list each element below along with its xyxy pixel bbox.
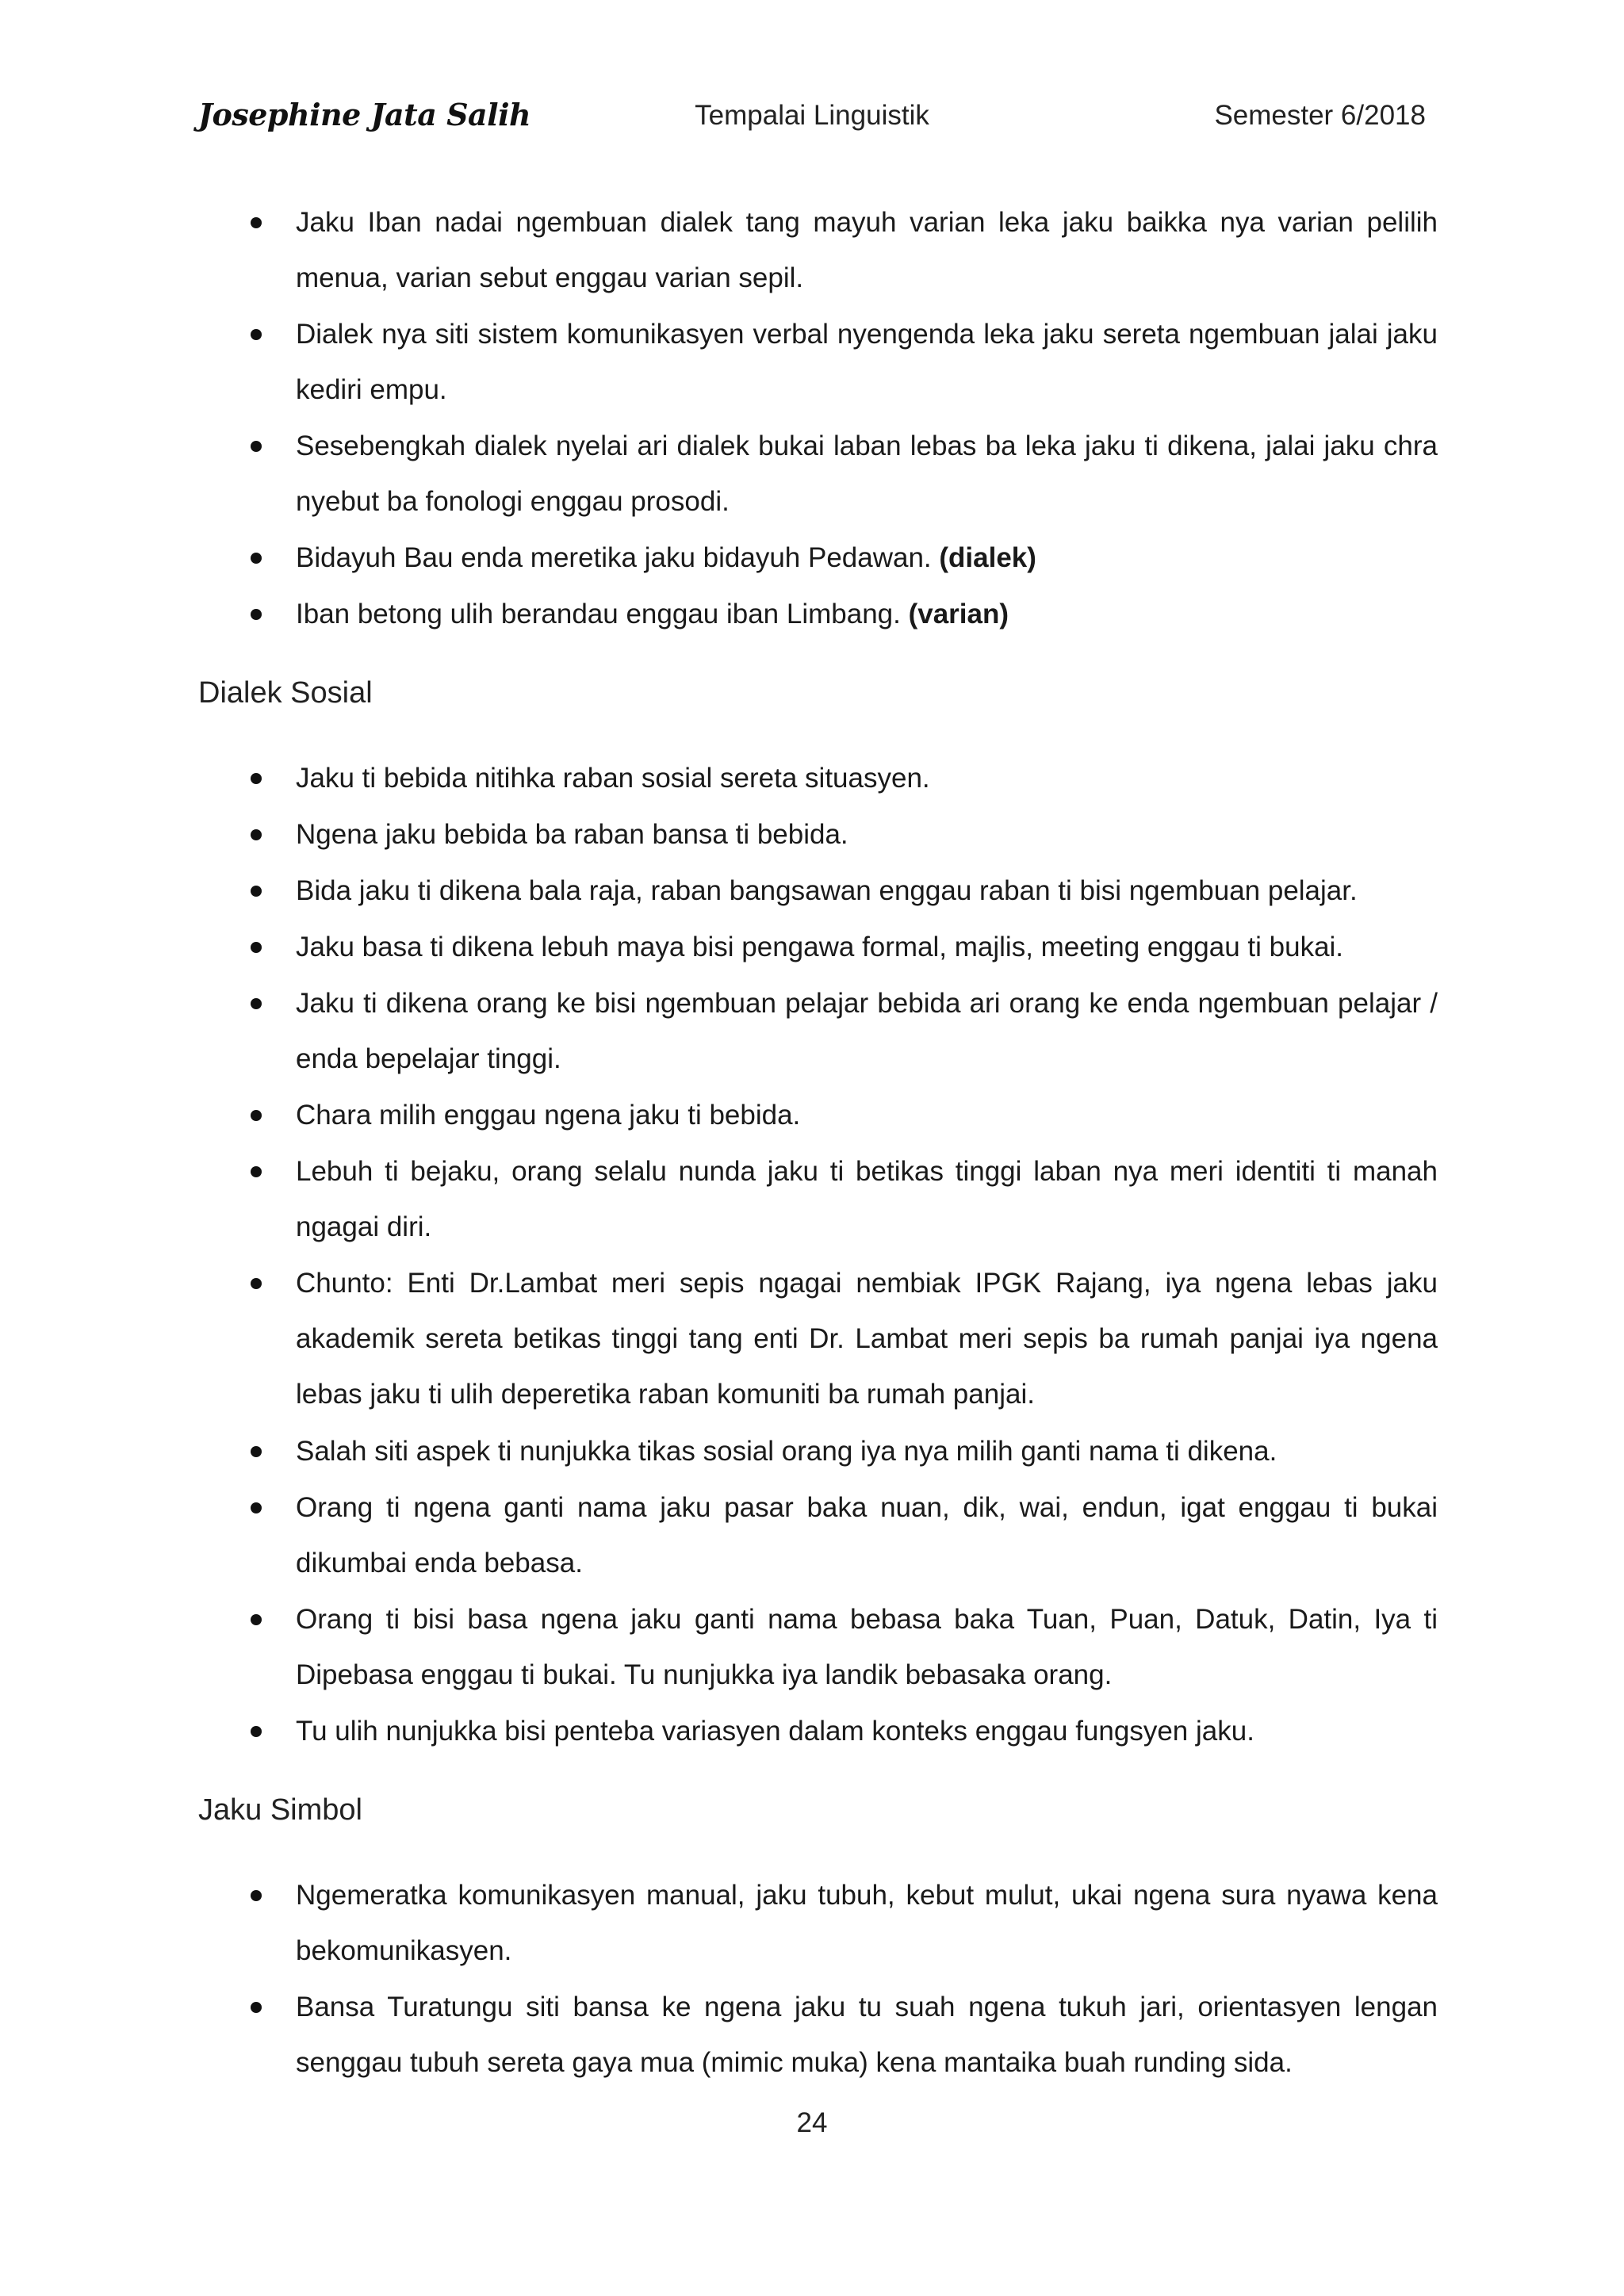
list-item-text: Salah siti aspek ti nunjukka tikas sosial orang iya nya milih ganti nama ti dikena. bbox=[296, 1436, 1277, 1467]
list-item-text: Jaku Iban nadai ngembuan dialek tang mayuh varian leka jaku baikka nya varian pelilih menua, varian sebut enggau varian sepil. bbox=[296, 207, 1438, 293]
list-item-text: Jaku ti dikena orang ke bisi ngembuan pelajar bebida ari orang ke enda ngembuan pelajar / enda bepelajar tinggi. bbox=[296, 988, 1438, 1074]
bullet-icon bbox=[251, 773, 262, 784]
list-item-text: Jaku ti bebida nitihka raban sosial sereta situasyen. bbox=[296, 763, 930, 794]
list-item-text: Dialek nya siti sistem komunikasyen verbal nyengenda leka jaku sereta ngembuan jalai jaku kediri empu. bbox=[296, 319, 1438, 405]
header-semester: Semester 6/2018 bbox=[1214, 100, 1426, 131]
list-item-text: Bidayuh Bau enda meretika jaku bidayuh Pedawan. (dialek) bbox=[296, 542, 1036, 573]
page-number: 24 bbox=[796, 2107, 828, 2138]
bullet-icon bbox=[251, 2002, 262, 2013]
bullet-icon bbox=[251, 1890, 262, 1901]
list-item-text: Jaku basa ti dikena lebuh maya bisi pengawa formal, majlis, meeting enggau ti bukai. bbox=[296, 932, 1344, 962]
list-item-text: Bida jaku ti dikena bala raja, raban bangsawan enggau raban ti bisi ngembuan pelajar. bbox=[296, 875, 1358, 906]
bullet-icon bbox=[251, 1110, 262, 1121]
bullet-icon bbox=[251, 1614, 262, 1625]
list-item-text: Orang ti bisi basa ngena jaku ganti nama bebasa baka Tuan, Puan, Datuk, Datin, Iya ti Dipebasa enggau ti bukai. Tu nunjukka iya landik bebasaka orang. bbox=[296, 1604, 1438, 1690]
bullet-icon bbox=[251, 217, 262, 228]
bullet-icon bbox=[251, 609, 262, 620]
list-item-text: Orang ti ngena ganti nama jaku pasar baka nuan, dik, wai, endun, igat enggau ti bukai dikumbai enda bebasa. bbox=[296, 1492, 1438, 1578]
bullet-icon bbox=[251, 886, 262, 897]
bullet-icon bbox=[251, 829, 262, 840]
list-item-text: Ngena jaku bebida ba raban bansa ti bebida. bbox=[296, 819, 848, 850]
header-title: Tempalai Linguistik bbox=[695, 100, 929, 131]
list-item-text: Chunto: Enti Dr.Lambat meri sepis ngagai nembiak IPGK Rajang, iya ngena lebas jaku akademik sereta betikas tinggi tang enti Dr. Lambat meri sepis ba rumah panjai iya ngena lebas jaku ti ulih deperetika raban komuniti ba rumah panjai. bbox=[296, 1268, 1438, 1410]
bullet-icon bbox=[251, 998, 262, 1009]
list-item-text: Sesebengkah dialek nyelai ari dialek bukai laban lebas ba leka jaku ti dikena, jalai jaku chra nyebut ba fonologi enggau prosodi. bbox=[296, 430, 1438, 517]
label-varian: (varian) bbox=[908, 599, 1009, 629]
bullet-icon bbox=[251, 942, 262, 953]
header-author: Josephine Jata Salih bbox=[198, 97, 531, 132]
page-header bbox=[198, 94, 1426, 141]
label-dialek: (dialek) bbox=[939, 542, 1036, 573]
bullet-icon bbox=[251, 329, 262, 340]
section-heading-jaku-simbol: Jaku Simbol bbox=[198, 1793, 362, 1827]
bullet-icon bbox=[251, 553, 262, 564]
bullet-icon bbox=[251, 441, 262, 452]
list-item-text: Iban betong ulih berandau enggau iban Limbang. (varian) bbox=[296, 599, 1009, 629]
bullet-icon bbox=[251, 1278, 262, 1289]
bullet-icon bbox=[251, 1446, 262, 1457]
list-item-text: Chara milih enggau ngena jaku ti bebida. bbox=[296, 1100, 801, 1131]
bullet-icon bbox=[251, 1502, 262, 1513]
list-item-text: Lebuh ti bejaku, orang selalu nunda jaku ti betikas tinggi laban nya meri identiti ti manah ngagai diri. bbox=[296, 1156, 1438, 1242]
list-item-text: Tu ulih nunjukka bisi penteba variasyen dalam konteks enggau fungsyen jaku. bbox=[296, 1716, 1254, 1747]
bullet-icon bbox=[251, 1166, 262, 1177]
list-item-text: Ngemeratka komunikasyen manual, jaku tubuh, kebut mulut, ukai ngena sura nyawa kena bekomunikasyen. bbox=[296, 1880, 1438, 1966]
section-heading-dialek-sosial: Dialek Sosial bbox=[198, 676, 373, 710]
bullet-icon bbox=[251, 1726, 262, 1737]
list-item-text: Bansa Turatungu siti bansa ke ngena jaku tu suah ngena tukuh jari, orientasyen lengan senggau tubuh sereta gaya mua (mimic muka) kena mantaika buah runding sida. bbox=[296, 1992, 1438, 2078]
